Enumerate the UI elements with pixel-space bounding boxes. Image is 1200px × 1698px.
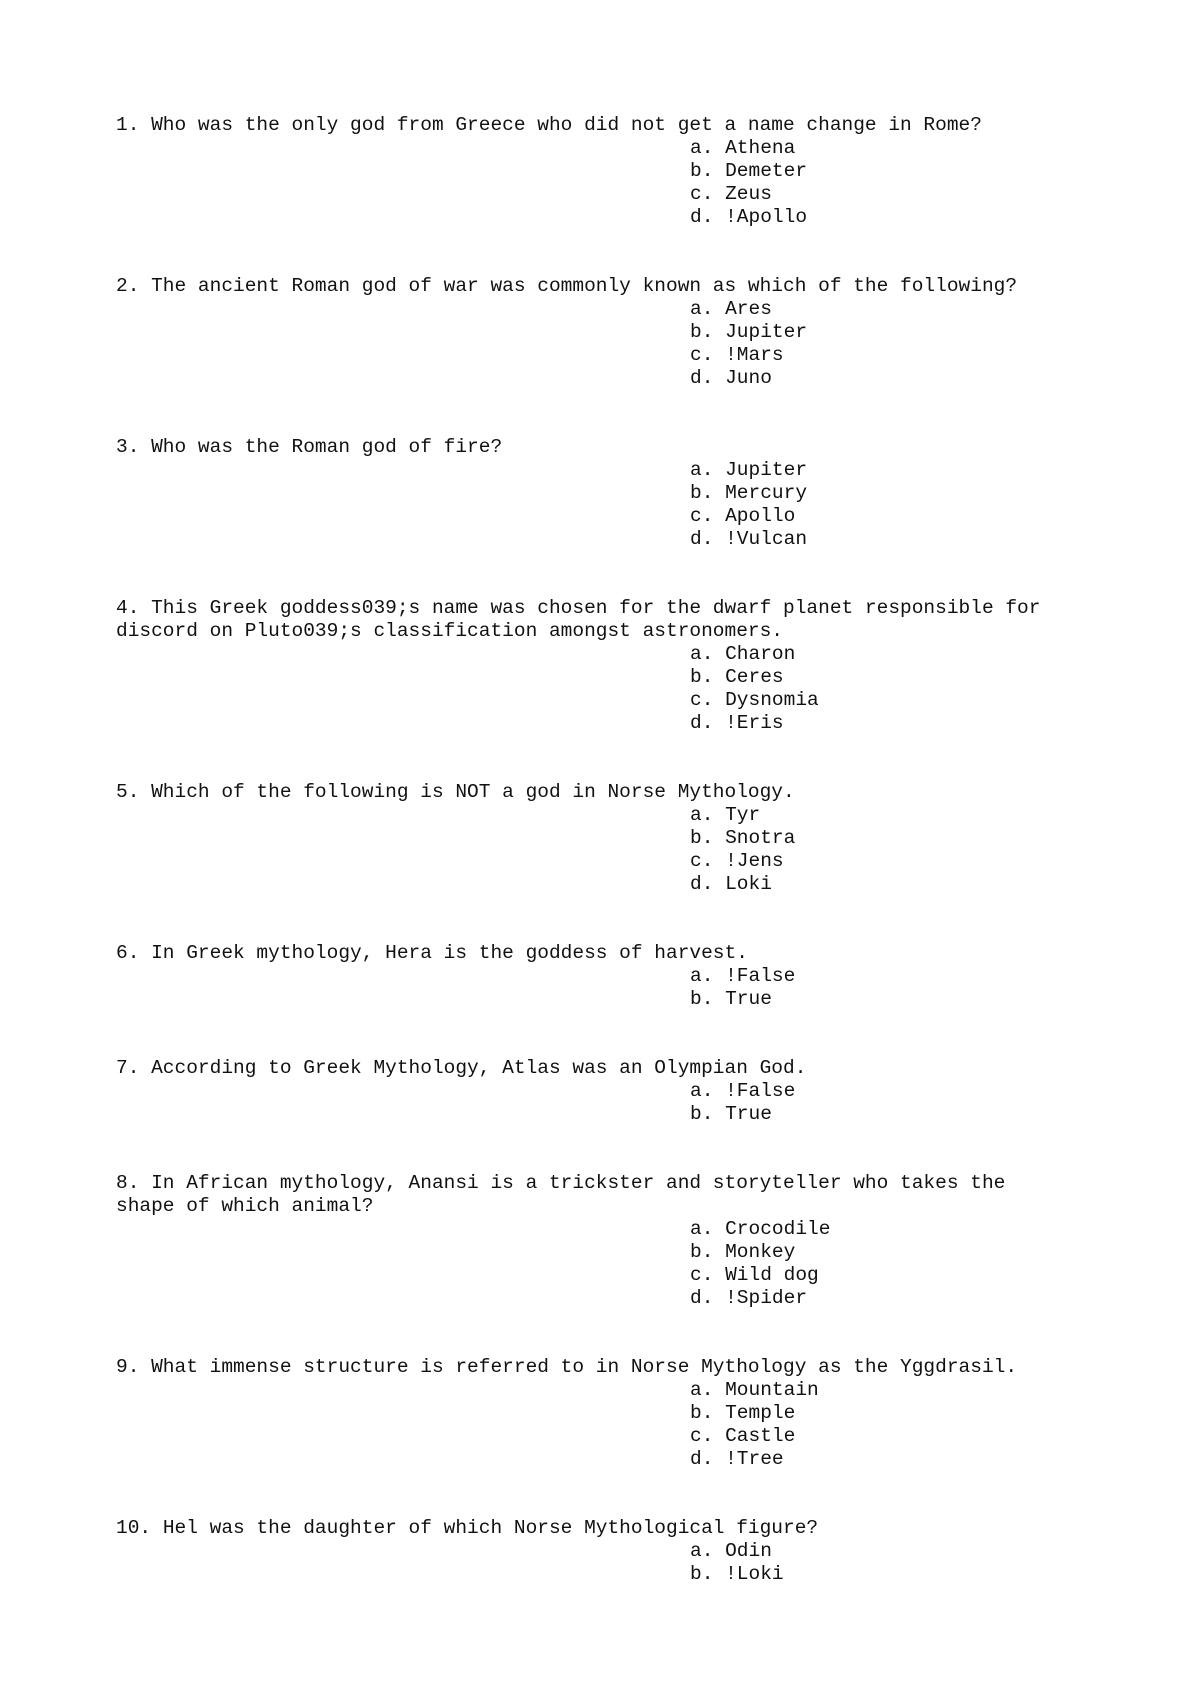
option-text: !Vulcan [725,528,808,550]
question-number: 6. [116,942,140,964]
answer-option [690,505,1116,528]
question-number: 4. [116,597,140,619]
question-prompt: Who was the only god from Greece who did not get a name change in Rome? [151,114,982,136]
answer-option [690,1080,1116,1103]
question-number: 5. [116,781,140,803]
question-number: 10. [116,1517,152,1539]
option-letter: d. [690,528,714,550]
option-text: Loki [725,873,772,895]
answer-option [690,712,1116,735]
option-text: Mountain [725,1379,819,1401]
option-letter: a. [690,298,714,320]
option-text: Apollo [725,505,796,527]
question-9 [116,1356,1116,1471]
answer-option [690,1563,1116,1586]
answer-option [690,137,1116,160]
question-text [116,781,1116,804]
answer-option [690,873,1116,896]
answer-option [690,321,1116,344]
question-number: 9. [116,1356,140,1378]
option-text: !False [725,1080,796,1102]
answer-option [690,643,1116,666]
answer-option [690,206,1116,229]
option-letter: b. [690,1103,714,1125]
answer-option [690,482,1116,505]
answer-options [116,1540,1116,1586]
answer-options [116,643,1116,735]
question-number: 2. [116,275,140,297]
question-number: 8. [116,1172,140,1194]
question-prompt: In Greek mythology, Hera is the goddess of harvest. [151,942,748,964]
question-8 [116,1172,1116,1310]
option-letter: c. [690,1425,714,1447]
option-letter: a. [690,804,714,826]
answer-options [116,137,1116,229]
question-text [116,114,1116,137]
option-text: Odin [725,1540,772,1562]
option-text: Crocodile [725,1218,831,1240]
option-letter: a. [690,1540,714,1562]
option-letter: d. [690,367,714,389]
option-text: Mercury [725,482,808,504]
question-number: 3. [116,436,140,458]
option-text: Jupiter [725,321,808,343]
option-text: Monkey [725,1241,796,1263]
question-text [116,1356,1116,1379]
answer-option [690,459,1116,482]
option-text: Charon [725,643,796,665]
option-letter: b. [690,988,714,1010]
answer-option [690,827,1116,850]
option-letter: d. [690,1287,714,1309]
option-text: Temple [725,1402,796,1424]
question-3 [116,436,1116,551]
answer-option [690,160,1116,183]
option-text: !False [725,965,796,987]
option-letter: b. [690,1563,714,1585]
option-letter: a. [690,1080,714,1102]
option-text: Tyr [725,804,761,826]
question-prompt: In African mythology, Anansi is a trickster and storyteller who takes the shape of which animal? [116,1172,1006,1217]
option-letter: b. [690,666,714,688]
option-letter: b. [690,1241,714,1263]
option-text: !Loki [725,1563,784,1585]
answer-options [116,1218,1116,1310]
question-text [116,1057,1116,1080]
answer-options [116,965,1116,1011]
option-letter: c. [690,1264,714,1286]
answer-option [690,183,1116,206]
option-text: !Mars [725,344,784,366]
answer-option [690,965,1116,988]
option-text: Demeter [725,160,808,182]
question-number: 7. [116,1057,140,1079]
option-letter: b. [690,160,714,182]
option-text: Ares [725,298,772,320]
answer-options [116,1379,1116,1471]
question-text [116,436,1116,459]
answer-option [690,850,1116,873]
option-text: !Apollo [725,206,808,228]
answer-options [116,459,1116,551]
option-text: Snotra [725,827,796,849]
question-prompt: What immense structure is referred to in Norse Mythology as the Yggdrasil. [151,1356,1018,1378]
option-letter: b. [690,482,714,504]
answer-option [690,344,1116,367]
answer-option [690,1448,1116,1471]
option-text: !Eris [725,712,784,734]
answer-option [690,1402,1116,1425]
answer-option [690,1103,1116,1126]
option-letter: b. [690,321,714,343]
answer-option [690,528,1116,551]
question-number: 1. [116,114,140,136]
answer-option [690,1264,1116,1287]
option-text: !Spider [725,1287,808,1309]
option-letter: a. [690,1218,714,1240]
option-letter: c. [690,505,714,527]
answer-options [116,1080,1116,1126]
answer-option [690,689,1116,712]
question-text [116,942,1116,965]
option-letter: c. [690,183,714,205]
question-prompt: Hel was the daughter of which Norse Mythological figure? [162,1517,819,1539]
option-letter: a. [690,459,714,481]
option-letter: a. [690,137,714,159]
option-letter: a. [690,643,714,665]
question-text [116,597,1116,643]
option-letter: d. [690,873,714,895]
option-letter: d. [690,1448,714,1470]
question-text [116,1172,1116,1218]
answer-option [690,1241,1116,1264]
question-prompt: Which of the following is NOT a god in Norse Mythology. [151,781,795,803]
question-1 [116,114,1116,229]
option-letter: c. [690,689,714,711]
question-text [116,1517,1116,1540]
option-text: Zeus [725,183,772,205]
option-letter: c. [690,850,714,872]
question-7 [116,1057,1116,1126]
option-text: !Tree [725,1448,784,1470]
question-text [116,275,1116,298]
answer-option [690,1287,1116,1310]
answer-option [690,804,1116,827]
question-prompt: The ancient Roman god of war was commonly known as which of the following? [151,275,1018,297]
option-text: Wild dog [725,1264,819,1286]
answer-option [690,988,1116,1011]
question-2 [116,275,1116,390]
question-prompt: According to Greek Mythology, Atlas was an Olympian God. [151,1057,807,1079]
option-letter: a. [690,965,714,987]
option-letter: d. [690,712,714,734]
answer-option [690,1379,1116,1402]
question-4 [116,597,1116,735]
option-text: Dysnomia [725,689,819,711]
question-10 [116,1517,1116,1586]
answer-options [116,298,1116,390]
option-text: True [725,988,772,1010]
answer-option [690,1218,1116,1241]
answer-option [690,1425,1116,1448]
question-prompt: Who was the Roman god of fire? [151,436,503,458]
answer-option [690,367,1116,390]
option-letter: b. [690,827,714,849]
option-text: Athena [725,137,796,159]
option-text: True [725,1103,772,1125]
question-prompt: This Greek goddess039;s name was chosen for the dwarf planet responsible for discord on Pluto039;s classification amongst astronomers. [116,597,1041,642]
answer-option [690,298,1116,321]
option-text: Castle [725,1425,796,1447]
option-letter: c. [690,344,714,366]
question-5 [116,781,1116,896]
answer-options [116,804,1116,896]
option-letter: a. [690,1379,714,1401]
option-letter: d. [690,206,714,228]
answer-option [690,666,1116,689]
option-letter: b. [690,1402,714,1424]
answer-option [690,1540,1116,1563]
option-text: !Jens [725,850,784,872]
option-text: Jupiter [725,459,808,481]
option-text: Juno [725,367,772,389]
question-6 [116,942,1116,1011]
option-text: Ceres [725,666,784,688]
